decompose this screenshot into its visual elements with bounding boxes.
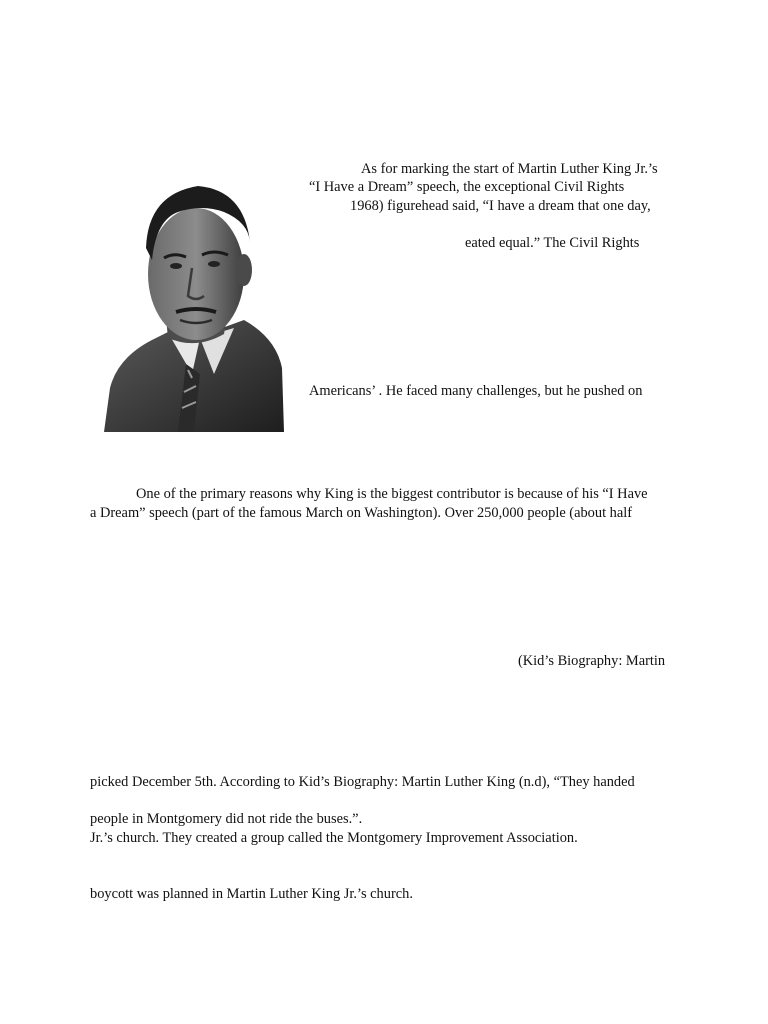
paragraph-1-line-1: As for marking the start of Martin Luther King Jr.’s bbox=[361, 161, 658, 177]
paragraph-4-line-1: boycott was planned in Martin Luther King Jr.’s church. bbox=[90, 886, 413, 902]
paragraph-3-line-2: people in Montgomery did not ride the buses.”. bbox=[90, 811, 363, 827]
paragraph-2-line-2: a Dream” speech (part of the famous March on Washington). Over 250,000 people (about half bbox=[90, 505, 633, 521]
paragraph-1-line-3: 1968) figurehead said, “I have a dream that one day, bbox=[350, 198, 651, 214]
paragraph-1-line-2: “I Have a Dream” speech, the exceptional Civil Rights bbox=[309, 179, 625, 195]
paragraph-3-line-3: Jr.’s church. They created a group called the Montgomery Improvement Association. bbox=[90, 830, 578, 846]
paragraph-1-line-4: eated equal.” The Civil Rights bbox=[465, 235, 640, 251]
citation-line: (Kid’s Biography: Martin bbox=[518, 653, 666, 669]
portrait-photo bbox=[104, 178, 284, 432]
paragraph-2-line-1: One of the primary reasons why King is the biggest contributor is because of his “I Have bbox=[136, 486, 648, 502]
paragraph-3-line-1: picked December 5th. According to Kid’s Biography: Martin Luther King (n.d), “They handed bbox=[90, 774, 635, 790]
paragraph-1-line-5: Americans’ . He faced many challenges, but he pushed on bbox=[309, 383, 643, 399]
